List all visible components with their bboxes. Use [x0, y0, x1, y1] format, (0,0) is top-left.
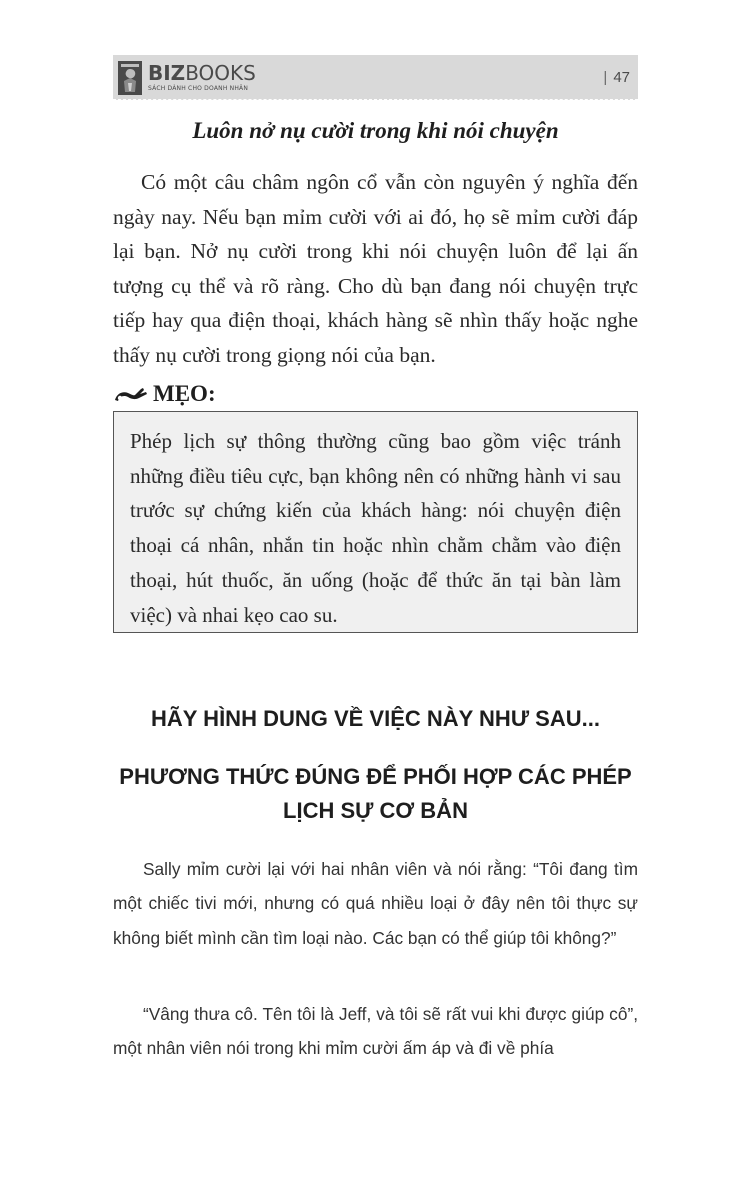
page-number: | 47: [603, 69, 630, 86]
logo-emblem-icon: [118, 61, 142, 95]
running-header: [113, 55, 638, 100]
logo-wordmark: BIZBOOKS: [148, 61, 256, 85]
section-title: Luôn nở nụ cười trong khi nói chuyện: [192, 118, 559, 143]
pointing-hand-icon: [113, 384, 149, 404]
tip-label: MẸO:: [153, 381, 216, 406]
story-subheading: PHƯƠNG THỨC ĐÚNG ĐỂ PHỐI HỢP CÁC PHÉP LỊCH SỰ CƠ BẢN: [119, 764, 632, 823]
tip-heading: [113, 378, 216, 410]
logo-tagline: SÁCH DÀNH CHO DOANH NHÂN: [148, 85, 249, 92]
publisher-logo: [118, 59, 256, 97]
story-heading: HÃY HÌNH DUNG VỀ VIỆC NÀY NHƯ SAU...: [151, 706, 600, 731]
body-paragraph: Có một câu châm ngôn cổ vẫn còn nguyên ý nghĩa đến ngày nay. Nếu bạn mỉm cười với ai đó, họ sẽ mỉm cười đáp lại bạn. Nở nụ cười trong khi nói chuyện luôn để lại ấn tượng cụ thể và rõ ràng. Cho dù bạn đang nói chuyện trực tiếp hay qua điện thoại, khách hàng sẽ nhìn thấy hoặc nghe thấy nụ cười trong giọng nói của bạn.: [113, 170, 638, 367]
story-paragraph: Sally mỉm cười lại với hai nhân viên và nói rằng: “Tôi đang tìm một chiếc tivi mới, nhưng có quá nhiều loại ở đây nên tôi thực sự không biết mình cần tìm loại nào. Các bạn có thể giúp tôi không?”: [113, 859, 638, 948]
tip-box: [113, 411, 638, 633]
story-paragraph: “Vâng thưa cô. Tên tôi là Jeff, và tôi sẽ rất vui khi được giúp cô”, một nhân viên nói trong khi mỉm cười ấm áp và đi về phía: [113, 1004, 638, 1059]
tip-text: Phép lịch sự thông thường cũng bao gồm việc tránh những điều tiêu cực, bạn không nên có những hành vi sau trước sự chứng kiến của khách hàng: nói chuyện điện thoại cá nhân, nhắn tin hoặc nhìn chằm chằm vào điện thoại, hút thuốc, ăn uống (hoặc để thức ăn tại bàn làm việc) và nhai kẹo cao su.: [130, 429, 621, 627]
